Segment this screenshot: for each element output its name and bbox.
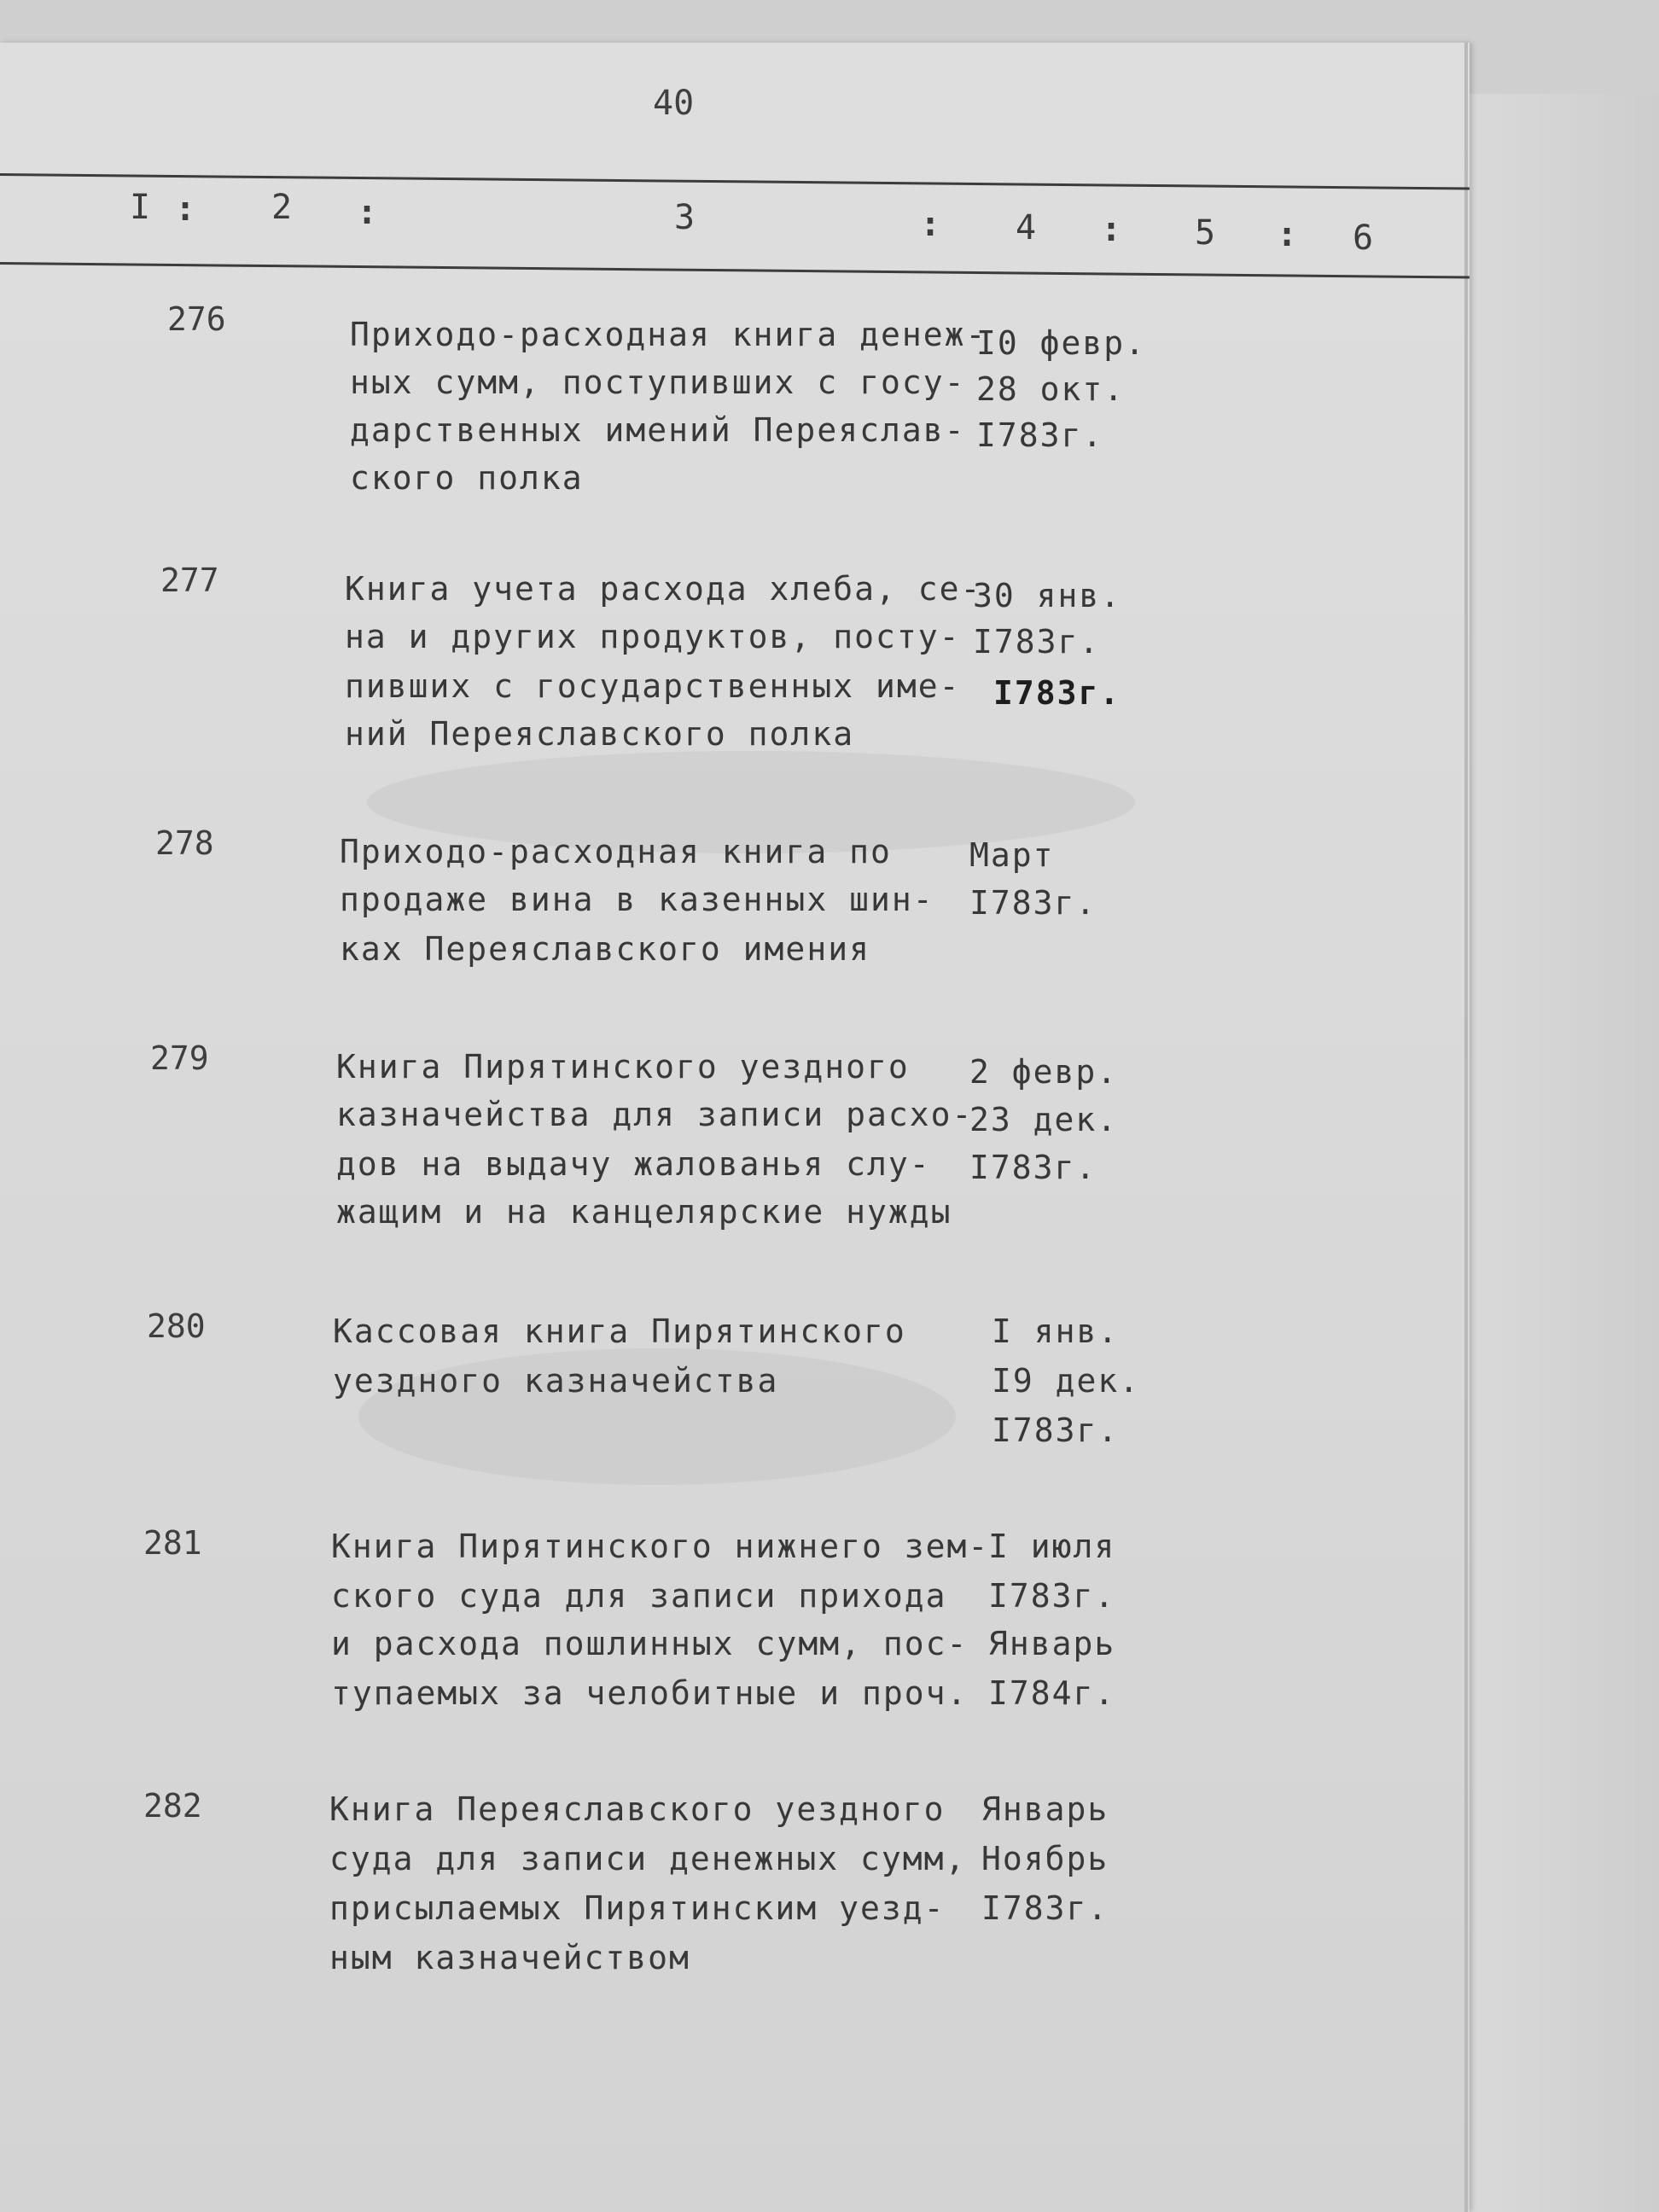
- entry-date-line: I0 февр.: [976, 324, 1147, 362]
- entry-number: 281: [143, 1524, 202, 1562]
- entry-description-line: уездного казначейства: [333, 1362, 779, 1400]
- entry-description-line: Кассовая книга Пирятинского: [333, 1313, 906, 1350]
- entry-number: 282: [143, 1787, 202, 1825]
- entry-description-line: суда для записи денежных сумм,: [329, 1840, 967, 1877]
- column-header-3: 3: [674, 198, 696, 237]
- entry-description-line: Приходо-расходная книга денеж-: [350, 316, 987, 353]
- entry-description-line: ных сумм, поступивших с госу-: [350, 364, 966, 401]
- entry-description-line: на и других продуктов, посту-: [345, 618, 961, 655]
- column-separator: :: [175, 189, 196, 229]
- entry-number: 279: [150, 1039, 209, 1077]
- entry-date-line: 28 окт.: [976, 370, 1126, 408]
- entry-date-line: I янв.: [992, 1313, 1120, 1350]
- entry-description-line: ным казначейством: [329, 1939, 690, 1976]
- entry-date-line: I783г.: [969, 884, 1097, 922]
- entry-description-line: Книга Пирятинского уездного: [336, 1048, 910, 1086]
- entry-description-line: и расхода пошлинных сумм, пос-: [331, 1625, 969, 1662]
- entry-date-line: Январь: [981, 1790, 1109, 1828]
- entry-description-line: продаже вина в казенных шин-: [340, 881, 934, 918]
- entry-date-line: I9 дек.: [992, 1362, 1141, 1400]
- entry-date-line: Март: [969, 836, 1055, 874]
- entry-description-line: пивших с государственных име-: [345, 667, 961, 705]
- entry-date-line: I июля: [988, 1528, 1116, 1565]
- column-header-1: I: [130, 188, 151, 227]
- column-separator: :: [357, 193, 378, 232]
- entry-date-line: I783г.: [976, 416, 1104, 454]
- entry-date-line: I783г.: [988, 1577, 1116, 1615]
- entry-date-line: 30 янв.: [973, 577, 1122, 614]
- entry-date-line: I783г.: [981, 1889, 1109, 1927]
- entry-number: 280: [147, 1307, 206, 1345]
- entry-date-line: 23 дек.: [969, 1101, 1119, 1138]
- entry-description-line: Книга Переяславского уездного: [329, 1790, 946, 1828]
- underlying-sheet: [1442, 94, 1659, 2212]
- entry-description-line: Приходо-расходная книга по: [340, 833, 892, 870]
- entry-description-line: казначейства для записи расхо-: [336, 1096, 974, 1133]
- entry-description-line: ского суда для записи прихода: [331, 1577, 947, 1615]
- entry-description-line: жащим и на канцелярские нужды: [336, 1193, 952, 1231]
- entry-number: 278: [155, 824, 214, 862]
- entry-description-line: дарственных имений Переяслав-: [350, 411, 966, 449]
- entry-date-line: Январь: [988, 1625, 1116, 1662]
- entry-description-line: присылаемых Пирятинским уезд-: [329, 1889, 946, 1927]
- column-separator: :: [1101, 210, 1122, 249]
- column-separator: :: [1277, 215, 1298, 254]
- entry-description-line: Книга Пирятинского нижнего зем-: [331, 1528, 990, 1565]
- entry-date-line: Ноябрь: [981, 1840, 1109, 1877]
- entry-date-line: I783г.: [969, 1149, 1097, 1186]
- entry-date-line: I784г.: [988, 1674, 1116, 1712]
- page-edge: [1464, 43, 1468, 2212]
- entry-number: 276: [167, 300, 226, 338]
- entry-description-line: дов на выдачу жалованья слу-: [336, 1145, 931, 1183]
- page-number: 40: [653, 84, 695, 123]
- entry-description-line: ского полка: [350, 459, 584, 497]
- column-header-5: 5: [1195, 213, 1216, 253]
- entry-description-line: Книга учета расхода хлеба, се-: [345, 570, 982, 608]
- column-header-4: 4: [1016, 208, 1037, 247]
- entry-date-line: I783г.: [973, 623, 1101, 661]
- entry-description-line: тупаемых за челобитные и проч.: [331, 1674, 969, 1712]
- entry-date-line: I783г.: [993, 674, 1121, 712]
- entry-date-line: I783г.: [992, 1412, 1120, 1449]
- column-header-6: 6: [1353, 218, 1374, 258]
- entry-date-line: 2 февр.: [969, 1053, 1119, 1091]
- entry-description-line: ний Переяславского полка: [345, 715, 855, 753]
- column-separator: :: [920, 205, 941, 244]
- column-header-2: 2: [271, 188, 293, 227]
- entry-description-line: ках Переяславского имения: [340, 930, 870, 968]
- entry-number: 277: [160, 562, 219, 599]
